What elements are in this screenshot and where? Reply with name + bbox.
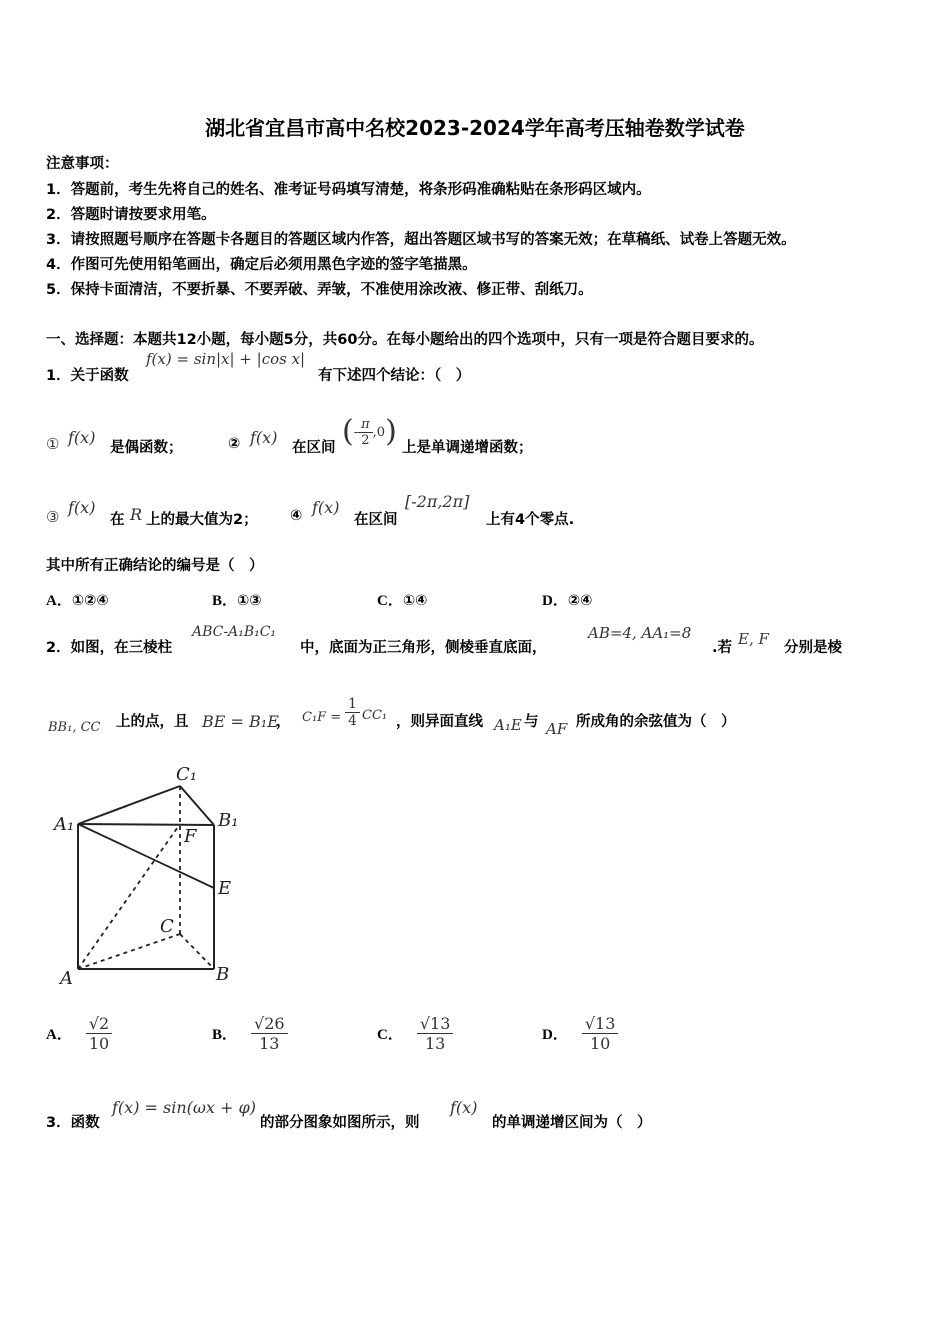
option-fraction xyxy=(417,1014,454,1053)
option-fraction xyxy=(86,1014,112,1053)
edge-cb xyxy=(180,934,214,969)
q1-c2-mark: ② xyxy=(228,436,241,452)
q1-prefix: 1．关于函数 xyxy=(46,368,129,384)
q2-option-d[interactable] xyxy=(542,1014,618,1053)
notice-item: 5．保持卡面清洁，不要折暴、不要弄破、弄皱，不准使用涂改液、修正带、刮纸刀。 xyxy=(46,282,593,298)
q2-text6: 与 xyxy=(524,714,539,730)
q2-af: AF xyxy=(546,720,568,738)
q1-c1-mark: ① xyxy=(46,435,60,453)
frac-num: √13 xyxy=(417,1014,454,1034)
q1-c4-text2: 上有4个零点. xyxy=(486,512,575,528)
q1-c3-text1: 在 xyxy=(110,512,125,528)
option-label: C． xyxy=(377,593,403,609)
option-label: D． xyxy=(542,1027,568,1043)
q2-text3: 分别是棱 xyxy=(784,640,842,656)
q2-option-a[interactable] xyxy=(46,1014,112,1053)
option-label: B． xyxy=(212,593,238,609)
q2-quarter xyxy=(345,696,360,729)
interval-paren: ) xyxy=(385,414,397,449)
q1-c2-fx: f(x) xyxy=(250,428,278,447)
option-value: ②④ xyxy=(567,593,593,609)
q1-c3-R: R xyxy=(130,505,143,524)
option-label: D． xyxy=(542,593,568,609)
edge-a1c1 xyxy=(78,786,180,824)
frac-num: √13 xyxy=(582,1014,619,1034)
pi-over-2 xyxy=(358,417,373,448)
label-a: A xyxy=(60,968,73,989)
label-b: B xyxy=(216,964,230,985)
edge-ac xyxy=(78,934,180,969)
q1-option-b[interactable] xyxy=(212,589,262,610)
q1-c3-mark: ③ xyxy=(46,508,60,526)
q1-suffix: 有下述四个结论：（ ） xyxy=(318,368,471,384)
notice-item: 4．作图可先使用铅笔画出，确定后必须用黑色字迹的签字笔描黑。 xyxy=(46,257,477,273)
q2-text5: ，则异面直线 xyxy=(396,714,483,730)
frac-num: 1 xyxy=(345,696,360,713)
edge-c1b1 xyxy=(180,786,214,825)
q2-option-c[interactable] xyxy=(377,1014,453,1053)
page-title: 湖北省宜昌市高中名校2023-2024学年高考压轴卷数学试卷 xyxy=(205,116,745,140)
label-a1: A₁ xyxy=(54,814,75,835)
interval-paren: ( xyxy=(342,414,354,449)
option-label: B． xyxy=(212,1027,238,1043)
prism-figure xyxy=(48,758,248,990)
option-value: ①④ xyxy=(402,593,428,609)
q3-text2: 的单调递增区间为（ ） xyxy=(492,1115,652,1131)
frac-den: 13 xyxy=(259,1034,280,1053)
q1-c3-text2: 上的最大值为2； xyxy=(146,512,258,528)
q1-option-d[interactable] xyxy=(542,589,592,610)
q2-c1f: C₁F = xyxy=(302,710,342,725)
frac-den: 4 xyxy=(348,713,357,729)
frac-num: √2 xyxy=(86,1014,112,1034)
option-fraction xyxy=(251,1014,288,1053)
edge-a1b1 xyxy=(78,824,214,825)
q3-formula: f(x) = sin(ωx + φ) xyxy=(112,1098,256,1117)
option-label: C． xyxy=(377,1027,403,1043)
q3-text1: 的部分图象如图所示，则 xyxy=(260,1115,420,1131)
notice-item: 3．请按照题号顺序在答题卡各题目的答题区域内作答，超出答题区域书写的答案无效；在草稿纸、试卷上答题无效。 xyxy=(46,232,796,248)
q1-option-c[interactable] xyxy=(377,589,427,610)
label-c1: C₁ xyxy=(176,764,197,785)
q2-option-b[interactable] xyxy=(212,1014,288,1053)
label-c: C xyxy=(160,916,174,937)
q2-given: AB=4, AA₁=8 xyxy=(588,624,692,642)
interval-zero: ,0 xyxy=(372,424,386,440)
q2-text1: 中，底面为正三角形，侧棱垂直底面， xyxy=(300,640,547,656)
q2-prism: ABC-A₁B₁C₁ xyxy=(192,624,277,640)
q3-fx: f(x) xyxy=(450,1098,478,1117)
q1-option-a[interactable] xyxy=(46,589,109,610)
q3-prefix: 3．函数 xyxy=(46,1115,100,1131)
segment-af xyxy=(78,824,180,969)
section-heading: 一、选择题：本题共12小题，每小题5分，共60分。在每小题给出的四个选项中，只有一项是符合题目要求的。 xyxy=(46,332,764,348)
q2-be: BE = B₁E xyxy=(202,712,279,731)
option-label: A． xyxy=(46,593,72,609)
label-b1: B₁ xyxy=(218,810,239,831)
q1-c1-fx: f(x) xyxy=(68,428,96,447)
frac-den: 10 xyxy=(589,1034,611,1053)
q1-c4-mark: ④ xyxy=(290,508,303,524)
notice-item: 1．答题前，考生先将自己的姓名、准考证号码填写清楚，将条形码准确粘贴在条形码区域内。 xyxy=(46,182,651,198)
option-label: A． xyxy=(46,1027,72,1043)
q2-ef: E, F xyxy=(738,630,769,648)
frac-den: 2 xyxy=(361,432,370,448)
q1-c4-fx: f(x) xyxy=(312,498,340,517)
q2-text2: .若 xyxy=(712,640,733,656)
notice-item: 2．答题时请按要求用笔。 xyxy=(46,207,216,223)
frac-den: 10 xyxy=(88,1034,110,1053)
q2-comma: ， xyxy=(276,714,291,730)
q1-c1-text: 是偶函数； xyxy=(110,440,183,456)
q2-prefix: 2．如图，在三棱柱 xyxy=(46,640,173,656)
q1-c4-text1: 在区间 xyxy=(354,512,398,528)
option-fraction xyxy=(582,1014,619,1053)
interval-minus: - xyxy=(353,424,359,440)
q1-c3-fx: f(x) xyxy=(68,498,96,517)
q1-ask: 其中所有正确结论的编号是（ ） xyxy=(46,558,264,574)
label-e: E xyxy=(218,878,232,899)
q1-c2-text1: 在区间 xyxy=(292,440,336,456)
frac-num: π xyxy=(358,417,373,433)
frac-num: √26 xyxy=(251,1014,288,1034)
q2-a1e: A₁E xyxy=(494,716,522,734)
q2-text7: 所成角的余弦值为（ ） xyxy=(576,714,736,730)
frac-den: 13 xyxy=(424,1034,446,1053)
option-value: ①②④ xyxy=(71,593,109,609)
q1-c2-text2: 上是单调递增函数； xyxy=(402,440,533,456)
option-value: ①③ xyxy=(237,593,262,609)
q2-text4: 上的点，且 xyxy=(116,714,189,730)
q1-c4-interval: [-2π,2π] xyxy=(405,492,470,511)
notice-heading: 注意事项： xyxy=(46,156,119,172)
q1-c2-interval xyxy=(342,412,397,452)
q1-formula: f(x) = sin|x| + |cos x| xyxy=(146,350,306,368)
label-f: F xyxy=(184,826,197,847)
q2-edges: BB₁, CC xyxy=(48,720,101,735)
q2-cc1: CC₁ xyxy=(362,708,388,723)
